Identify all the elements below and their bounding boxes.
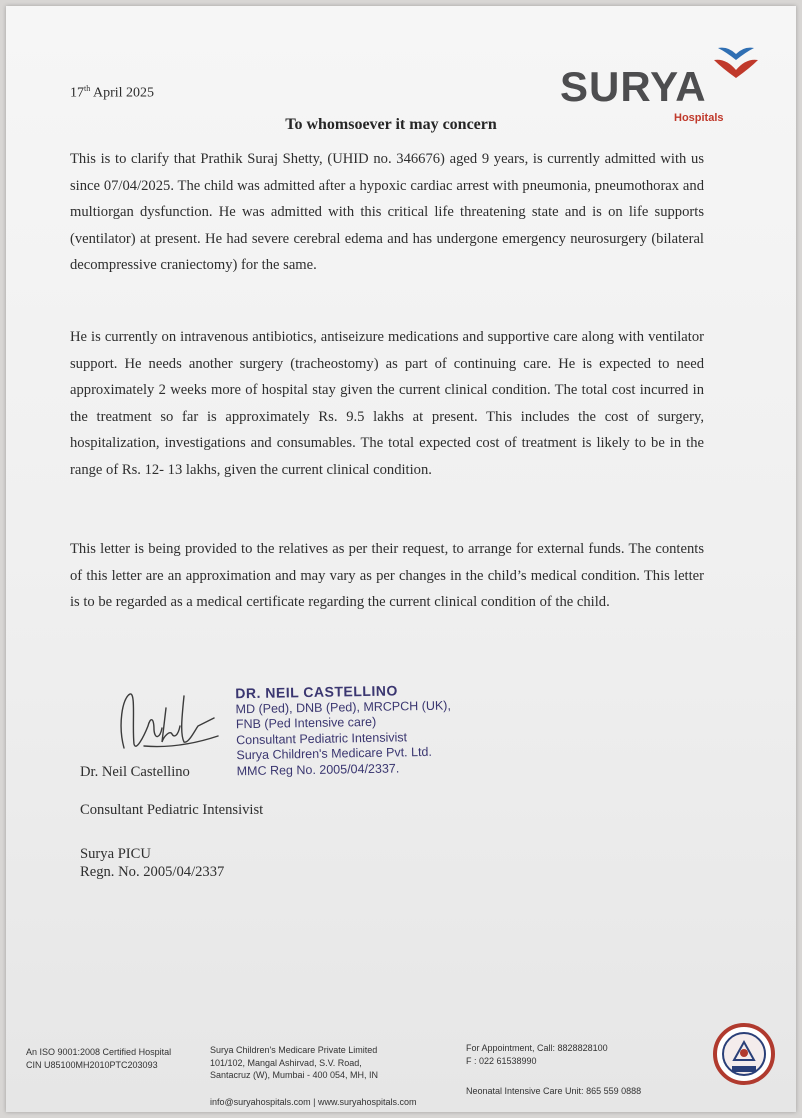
letter-date <box>70 84 154 102</box>
letter-subject: To whomsoever it may concern <box>285 116 497 133</box>
signer-unit: Surya PICU <box>80 846 151 862</box>
footer-certification <box>26 1046 171 1071</box>
footer-nicu: Neonatal Intensive Care Unit: 865 559 0888 <box>466 1086 642 1096</box>
footer-address <box>210 1044 417 1108</box>
footer-address-line1: 101/102, Mangal Ashirvad, S.V. Road, <box>210 1057 362 1068</box>
stamp-designation: Consultant Pediatric Intensivist <box>236 729 408 747</box>
nabh-seal-icon <box>712 1022 776 1086</box>
date-month-year: April 2025 <box>90 85 155 101</box>
footer-iso: An ISO 9001:2008 Certified Hospital <box>26 1047 172 1057</box>
paragraph-purpose: This letter is being provided to the relatives as per their request, to arrange for external funds. The contents of this letter are an approximation and may vary as per changes in the child’s medical condition. This letter is to be regarded as a medical certificate regarding the current clinical condition of the child. <box>70 541 704 610</box>
signer-name: Dr. Neil Castellino <box>80 764 190 780</box>
logo-subtitle: Hospitals <box>674 112 724 124</box>
footer-fax: F : 022 61538990 <box>466 1055 537 1066</box>
footer-contact <box>466 1042 641 1098</box>
stamp-organization: Surya Children's Medicare Pvt. Ltd. <box>236 744 433 763</box>
date-suffix: th <box>84 84 91 93</box>
handwritten-signature <box>114 686 224 760</box>
stamp-registration: MMC Reg No. 2005/04/2337. <box>236 760 400 778</box>
paragraph-treatment-cost: He is currently on intravenous antibiotics, antiseizure medications and supportive care along with ventilator support. He needs another surgery (tracheostomy) as part of continuing care. He is expected to need approximately 2 weeks more of hospital stay given the current clinical condition. The total cost incurred in the treatment so far is approximately Rs. 9.5 lakhs at present. This includes the cost of surgery, hospitalization, investigations and consumables. The total expected cost of treatment is likely to be in the range of Rs. 12- 13 lakhs, given the current clinical condition. <box>70 329 704 478</box>
signer-registration: Regn. No. 2005/04/2337 <box>80 864 225 880</box>
stamp-qualifications: MD (Ped), DNB (Ped), MRCPCH (UK), <box>235 698 451 716</box>
stamp-fellowship: FNB (Ped Intensive care) <box>235 714 377 732</box>
paragraph-admission: This is to clarify that Prathik Suraj Shetty, (UHID no. 346676) aged 9 years, is currently admitted with us since 07/04/2025. The child was admitted after a hypoxic cardiac arrest with pneumonia, pneumothorax and multiorgan dysfunction. He was admitted with this critical life threatening state and is on life supports (ventilator) at present. He had severe cerebral edema and has undergone emergency neurosurgery (bilateral decompressive craniectomy) for the same. <box>70 151 704 273</box>
footer-web: info@suryahospitals.com | www.suryahospitals.com <box>210 1096 417 1107</box>
footer-address-line2: Santacruz (W), Mumbai - 400 054, MH, IN <box>210 1070 379 1080</box>
signer-title: Consultant Pediatric Intensivist <box>80 802 264 818</box>
logo-wordmark: SURYA <box>560 63 707 110</box>
doctor-stamp <box>235 682 497 780</box>
footer-appointment: For Appointment, Call: 8828828100 <box>466 1043 608 1053</box>
footer-company: Surya Children's Medicare Private Limited <box>210 1045 378 1055</box>
surya-bird-logo-icon <box>712 44 760 84</box>
footer-cin: CIN U85100MH2010PTC203093 <box>26 1059 158 1070</box>
letter-page <box>6 6 796 1112</box>
stamp-doctor-name: DR. NEIL CASTELLINO <box>235 682 398 702</box>
date-day: 17 <box>70 85 84 101</box>
